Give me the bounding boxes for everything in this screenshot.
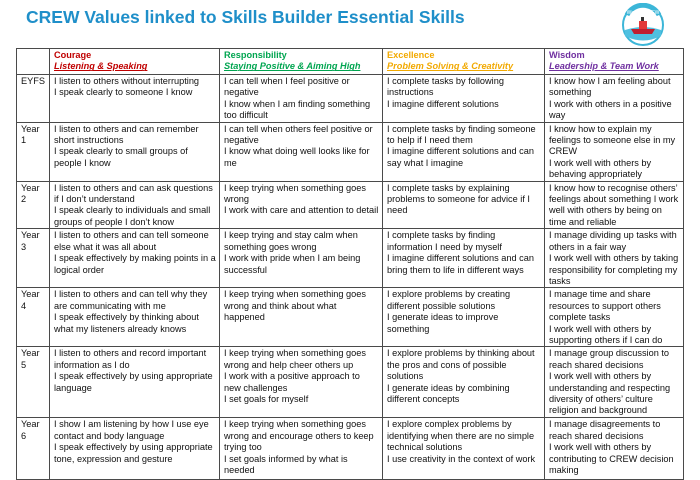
statement-text: I know when I am finding something too difficult [224, 98, 371, 121]
excellence-cell [383, 288, 545, 347]
statement-text: I generate ideas to improve something [387, 312, 499, 334]
courage-cell [50, 347, 220, 418]
statement-text: I manage time and share resources to support others complete tasks [549, 289, 661, 323]
excellence-cell [383, 75, 545, 123]
statement-text: I keep trying when something goes wrong and help cheer others up [224, 348, 366, 370]
courage-cell [50, 181, 220, 229]
skills-table [16, 48, 684, 480]
logo-text: We are CREW [626, 10, 660, 16]
statement-text: I know what doing well looks like for me [224, 146, 370, 168]
statement-text: I listen to others and record important information as I do [54, 348, 207, 370]
statement-text: I listen to others and can tell why they are communicating with me [54, 289, 208, 311]
table-row [17, 75, 684, 123]
header-excellence [383, 49, 545, 75]
statement-text: I work with care and attention to detail [224, 205, 379, 216]
statement-text: I listen to others and can remember short instructions [54, 123, 199, 146]
responsibility-cell [220, 347, 383, 418]
statement-text: I work well with others by behaving appropriately [549, 157, 652, 180]
courage-cell [50, 288, 220, 347]
statement-text: I use creativity in the context of work [387, 453, 536, 464]
statement-text: I listen to others without interrupting [54, 76, 200, 86]
courage-cell [50, 122, 220, 181]
responsibility-cell [220, 288, 383, 347]
corner-cell [17, 49, 50, 75]
statement-text: I know how I am feeling about something [549, 76, 671, 98]
courage-cell [50, 229, 220, 288]
statement-text: I speak effectively by using appropriate tone, expression and gesture [54, 442, 213, 464]
statement-text: I imagine different solutions [387, 98, 499, 109]
responsibility-cell [220, 75, 383, 123]
statement-text: I generate ideas by combining different concepts [387, 382, 510, 404]
header-wisdom [545, 49, 684, 75]
statement-text: I keep trying when something goes wrong [224, 182, 366, 205]
statement-text: I speak clearly to small groups of people I know [54, 146, 188, 168]
excellence-cell [383, 229, 545, 288]
statement-text: I work well with others by understanding and respecting diversity of others’ culture religion and background [549, 371, 671, 416]
skill-label: Staying Positive & Aiming High [224, 61, 361, 72]
statement-text: I can tell when others feel positive or negative [224, 123, 373, 146]
excellence-cell [383, 122, 545, 181]
statement-text: I speak effectively by using appropriate language [54, 371, 213, 393]
wisdom-cell [545, 229, 684, 288]
statement-text: I speak clearly to individuals and small groups of people I don’t know [54, 205, 211, 227]
wisdom-cell [545, 347, 684, 418]
statement-text: I explore complex problems by identifying when there are no simple technical solutions [387, 419, 535, 453]
skill-label: Problem Solving & Creativity [387, 61, 514, 72]
statement-text: I manage dividing up tasks with others in a fair way [549, 230, 677, 252]
responsibility-cell [220, 122, 383, 181]
table-row [17, 181, 684, 229]
excellence-cell [383, 418, 545, 480]
statement-text: I know how to recognise others’ feelings about something I work well with others by being on time and reliable [549, 182, 679, 227]
statement-text: I complete tasks by explaining problems to someone for advice if I need [387, 182, 530, 216]
value-label: Wisdom [549, 50, 585, 60]
value-label: Responsibility [224, 50, 287, 60]
statement-text: I complete tasks by following instructions [387, 76, 504, 98]
table-row [17, 122, 684, 181]
skill-label: Leadership & Team Work [549, 61, 659, 72]
statement-text: I work well with others by taking responsibility for completing my tasks [549, 253, 679, 286]
wisdom-cell [545, 181, 684, 229]
statement-text: I listen to others and can ask questions if I don’t understand [54, 182, 213, 205]
header-row [17, 49, 684, 75]
table-row [17, 288, 684, 347]
statement-text: I speak effectively by thinking about what my listeners already knows [54, 312, 199, 334]
statement-text: I imagine different solutions and can bring them to life in different ways [387, 253, 534, 275]
value-label: Courage [54, 50, 92, 60]
statement-text: I set goals informed by what is needed [224, 453, 348, 475]
statement-text: I work with others in a positive way [549, 98, 672, 121]
wisdom-cell [545, 122, 684, 181]
statement-text: I complete tasks by finding information I need by myself [387, 230, 502, 252]
statement-text: I work well with others by contributing to CREW decision making [549, 442, 674, 475]
statement-text: I complete tasks by finding someone to help if I need them [387, 123, 536, 146]
year-cell: Year 4 [17, 288, 50, 347]
excellence-cell [383, 347, 545, 418]
statement-text: I keep trying when something goes wrong and think about what happened [224, 289, 366, 323]
statement-text: I explore problems by thinking about the pros and cons of possible solutions [387, 348, 535, 382]
statement-text: I manage disagreements to reach shared decisions [549, 419, 661, 441]
statement-text: I work with a positive approach to new challenges [224, 371, 360, 393]
table-row [17, 347, 684, 418]
courage-cell [50, 75, 220, 123]
statement-text: I show I am listening by how I use eye contact and body language [54, 419, 209, 441]
statement-text: I manage group discussion to reach shared decisions [549, 348, 670, 370]
courage-cell [50, 418, 220, 480]
statement-text: I set goals for myself [224, 393, 309, 404]
statement-text: I imagine different solutions and can say what I imagine [387, 146, 534, 168]
year-cell: Year 3 [17, 229, 50, 288]
header-courage [50, 49, 220, 75]
statement-text: I work with pride when I am being successful [224, 253, 361, 275]
skill-label: Listening & Speaking [54, 61, 148, 72]
statement-text: I keep trying and stay calm when something goes wrong [224, 230, 358, 252]
statement-text: I speak clearly to someone I know [54, 87, 193, 98]
ship-icon [617, 3, 669, 47]
table-row [17, 418, 684, 480]
statement-text: I work well with others by supporting others if I can do [549, 323, 663, 345]
statement-text: I speak effectively by making points in a logical order [54, 253, 216, 275]
year-cell: Year 6 [17, 418, 50, 480]
wisdom-cell [545, 288, 684, 347]
statement-text: I can tell when I feel positive or negative [224, 76, 350, 98]
excellence-cell [383, 181, 545, 229]
page-title: CREW Values linked to Skills Builder Essential Skills [26, 7, 465, 27]
year-cell: Year 2 [17, 181, 50, 229]
statement-text: I explore problems by creating different possible solutions [387, 289, 511, 311]
responsibility-cell [220, 229, 383, 288]
responsibility-cell [220, 181, 383, 229]
table-row [17, 229, 684, 288]
statement-text: I know how to explain my feelings to someone else in my CREW [549, 123, 676, 157]
responsibility-cell [220, 418, 383, 480]
year-cell: EYFS [17, 75, 50, 123]
statement-text: I keep trying when something goes wrong and encourage others to keep trying too [224, 419, 374, 453]
wisdom-cell [545, 75, 684, 123]
value-label: Excellence [387, 50, 435, 60]
year-cell: Year 5 [17, 347, 50, 418]
crew-logo [617, 3, 669, 47]
header-responsibility [220, 49, 383, 75]
year-cell: Year 1 [17, 122, 50, 181]
wisdom-cell [545, 418, 684, 480]
statement-text: I listen to others and can tell someone else what it was all about [54, 230, 209, 252]
